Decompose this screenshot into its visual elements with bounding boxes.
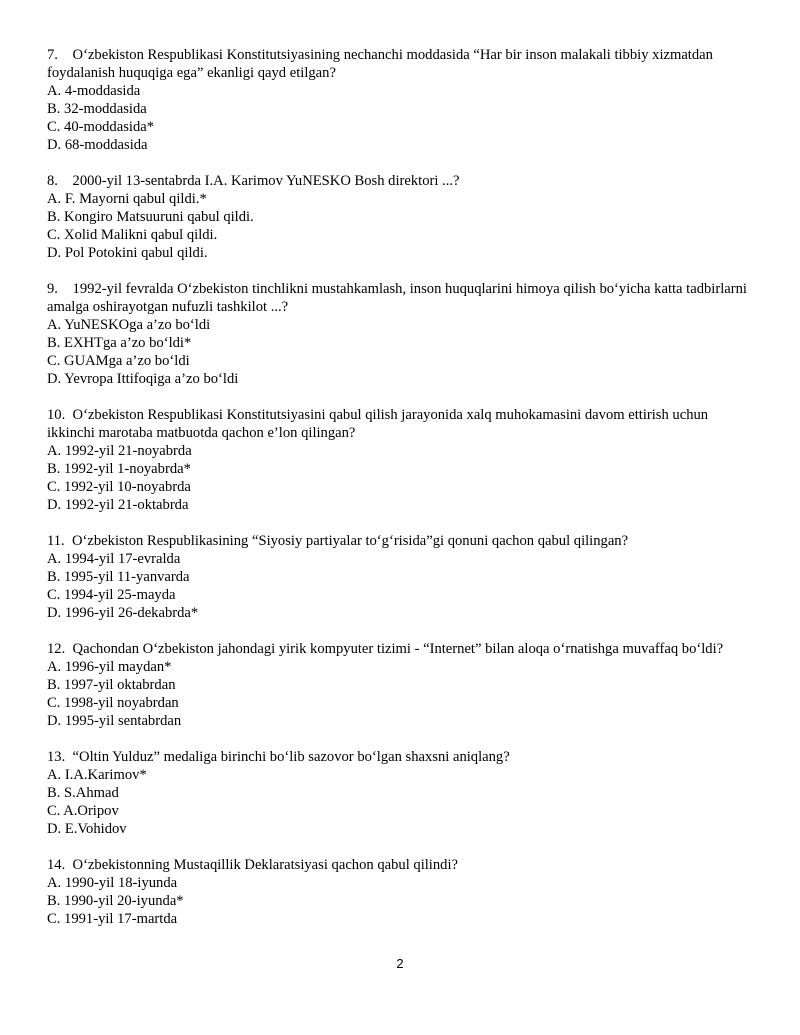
answer-option: C. 40-moddasida* (47, 119, 155, 135)
answer-option: C. 1991-yil 17-martda (47, 911, 178, 927)
question-body: “Oltin Yulduz” medaliga birinchi bo‘lib sazovor bo‘lgan shaxsni aniqlang? (72, 749, 510, 765)
question-text (47, 532, 757, 550)
page-number: 2 (396, 956, 404, 971)
answer-option: D. 68-moddasida (47, 137, 148, 153)
answer-option: A. YuNESKOga a’zo bo‘ldi (47, 317, 211, 333)
question-spacer (65, 407, 72, 423)
question-block (47, 856, 757, 928)
answer-option: B. EXHTga a’zo bo‘ldi* (47, 335, 192, 351)
answer-option: D. 1995-yil sentabrdan (47, 713, 182, 729)
question-block (47, 172, 757, 262)
question-text (47, 856, 757, 874)
answer-option: D. 1992-yil 21-oktabrda (47, 497, 189, 513)
question-number: 12. (47, 641, 66, 657)
answer-option: A. F. Mayorni qabul qildi.* (47, 191, 207, 207)
answer-option: B. S.Ahmad (47, 785, 119, 801)
answer-option: D. 1996-yil 26-dekabrda* (47, 605, 199, 621)
answer-option: B. 32-moddasida (47, 101, 147, 117)
answer-option: A. 1992-yil 21-noyabrda (47, 443, 192, 459)
question-spacer (65, 857, 72, 873)
answer-option: C. A.Oripov (47, 803, 119, 819)
answer-option: B. Kongiro Matsuuruni qabul qildi. (47, 209, 254, 225)
answer-option: C. 1992-yil 10-noyabrda (47, 479, 191, 495)
question-text (47, 640, 757, 658)
question-spacer (65, 533, 72, 549)
question-spacer (58, 47, 73, 63)
question-block (47, 748, 757, 838)
question-body: Qachondan O‘zbekiston jahondagi yirik kompyuter tizimi - “Internet” bilan aloqa o‘rnatishga muvaffaq bo‘ldi? (72, 641, 724, 657)
document-page (47, 46, 757, 946)
answer-option: A. 1994-yil 17-evralda (47, 551, 181, 567)
question-text (47, 172, 757, 190)
answer-option: A. 1996-yil maydan* (47, 659, 172, 675)
question-spacer (58, 281, 73, 297)
answer-option: A. 1990-yil 18-iyunda (47, 875, 178, 891)
question-text (47, 406, 757, 442)
answer-option: C. 1994-yil 25-mayda (47, 587, 176, 603)
question-text (47, 748, 757, 766)
answer-option: D. Pol Potokini qabul qildi. (47, 245, 208, 261)
answer-option: D. Yevropa Ittifoqiga a’zo bo‘ldi (47, 371, 239, 387)
question-number: 7. (47, 47, 58, 63)
question-block (47, 406, 757, 514)
question-block (47, 46, 757, 154)
question-body: O‘zbekiston Respublikasi Konstitutsiyasining nechanchi moddasida “Har bir inson malakali tibbiy xizmatdan foydalanish huquqiga ega” ekanligi qayd etilgan? (47, 47, 713, 81)
question-number: 14. (47, 857, 66, 873)
question-block (47, 532, 757, 622)
question-block (47, 280, 757, 388)
answer-option: C. GUAMga a’zo bo‘ldi (47, 353, 190, 369)
answer-option: B. 1997-yil oktabrdan (47, 677, 176, 693)
question-spacer (58, 173, 73, 189)
question-number: 11. (47, 533, 65, 549)
question-body: 1992-yil fevralda O‘zbekiston tinchlikni mustahkamlash, inson huquqlarini himoya qilish bo‘yicha katta tadbirlarni amalga oshirayotgan nufuzli tashkilot ...? (47, 281, 747, 315)
question-spacer (65, 641, 72, 657)
answer-option: B. 1990-yil 20-iyunda* (47, 893, 184, 909)
question-number: 13. (47, 749, 66, 765)
answer-option: D. E.Vohidov (47, 821, 127, 837)
answer-option: B. 1995-yil 11-yanvarda (47, 569, 190, 585)
question-block (47, 640, 757, 730)
question-body: 2000-yil 13-sentabrda I.A. Karimov YuNESKO Bosh direktori ...? (72, 173, 460, 189)
question-number: 8. (47, 173, 58, 189)
answer-option: C. Xolid Malikni qabul qildi. (47, 227, 218, 243)
question-body: O‘zbekiston Respublikasining “Siyosiy partiyalar to‘g‘risida”gi qonuni qachon qabul qilingan? (72, 533, 629, 549)
question-number: 9. (47, 281, 58, 297)
question-text (47, 46, 757, 82)
question-body: O‘zbekistonning Mustaqillik Deklaratsiyasi qachon qabul qilindi? (72, 857, 458, 873)
answer-option: B. 1992-yil 1-noyabrda* (47, 461, 191, 477)
answer-option: C. 1998-yil noyabrdan (47, 695, 179, 711)
question-text (47, 280, 757, 316)
question-spacer (65, 749, 72, 765)
answer-option: A. 4-moddasida (47, 83, 141, 99)
question-number: 10. (47, 407, 66, 423)
question-body: O‘zbekiston Respublikasi Konstitutsiyasini qabul qilish jarayonida xalq muhokamasini davom ettirish uchun ikkinchi marotaba matbuotda qachon e’lon qilingan? (47, 407, 709, 441)
answer-option: A. I.A.Karimov* (47, 767, 147, 783)
